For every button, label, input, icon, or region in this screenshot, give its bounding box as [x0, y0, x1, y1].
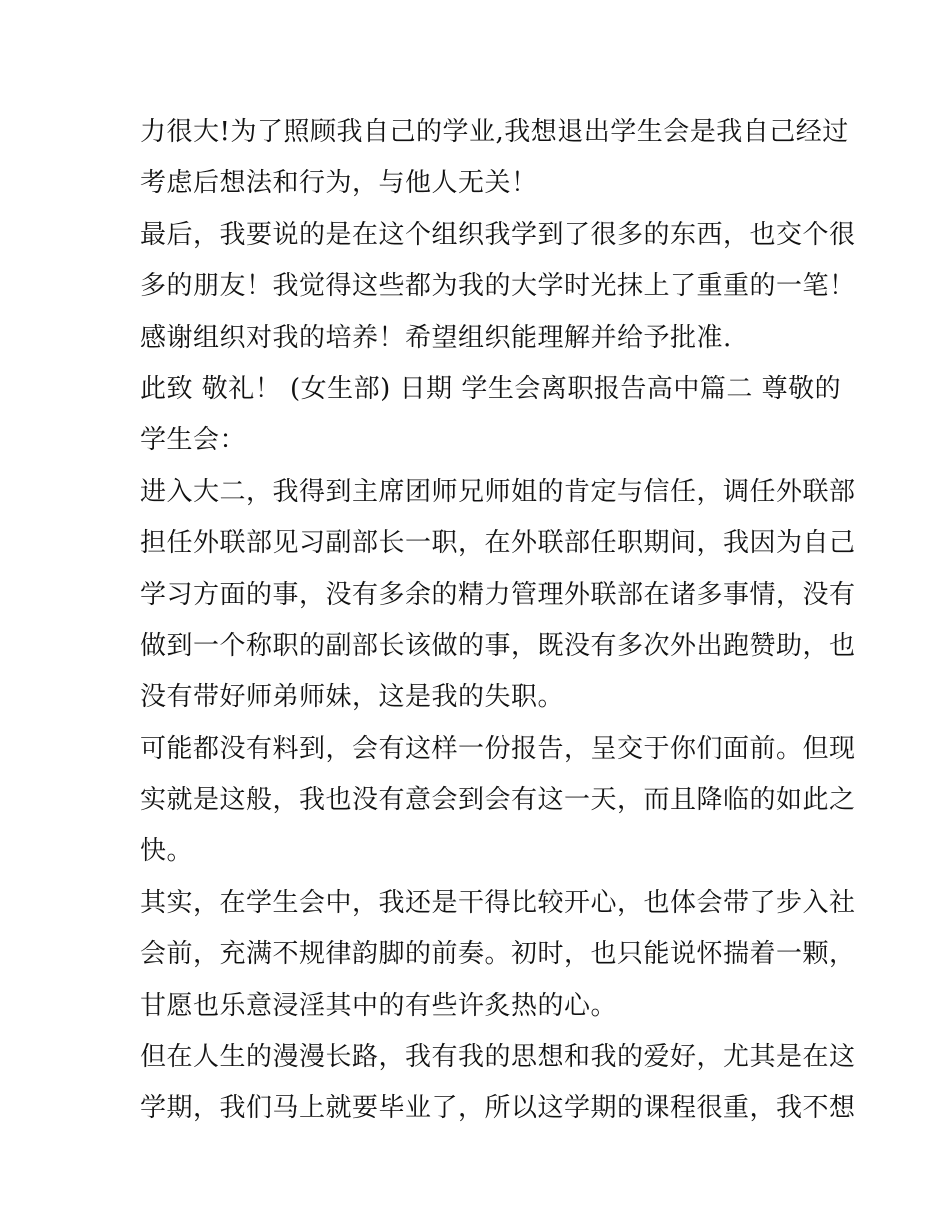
text-line: 甘愿也乐意浸淫其中的有些许炙热的心。	[140, 990, 618, 1021]
text-line: 学习方面的事，没有多余的精力管理外联部在诸多事情，没有	[140, 579, 856, 610]
text-line: 学期，我们马上就要毕业了，所以这学期的课程很重，我不想	[140, 1093, 856, 1124]
text-line: 做到一个称职的副部长该做的事，既没有多次外出跑赞助，也	[140, 630, 856, 661]
text-line: 感谢组织对我的培养！希望组织能理解并给予批准.	[140, 322, 732, 353]
text-line: 多的朋友！我觉得这些都为我的大学时光抹上了重重的一笔！	[140, 271, 856, 302]
text-line: 进入大二，我得到主席团师兄师姐的肯定与信任，调任外联部	[140, 476, 856, 507]
text-line: 力很大!为了照顾我自己的学业,我想退出学生会是我自己经过	[140, 117, 849, 147]
text-line: 最后，我要说的是在这个组织我学到了很多的东西，也交个很	[140, 219, 856, 250]
text-line: 但在人生的漫漫长路，我有我的思想和我的爱好，尤其是在这	[140, 1042, 856, 1073]
text-line: 担任外联部见习副部长一职，在外联部任职期间，我因为自己	[140, 528, 856, 559]
text-line: 实就是这般，我也没有意会到会有这一天，而且降临的如此之	[140, 785, 856, 816]
text-line: 其实，在学生会中，我还是干得比较开心，也体会带了步入社	[140, 887, 856, 918]
text-line: 会前，充满不规律韵脚的前奏。初时，也只能说怀揣着一颗，	[140, 939, 856, 970]
text-line: 没有带好师弟师妹，这是我的失职。	[140, 682, 565, 713]
document-body	[140, 107, 856, 1135]
text-line: 考虑后想法和行为，与他人无关！	[140, 168, 538, 199]
text-line: 快。	[140, 836, 194, 867]
text-line: 可能都没有料到，会有这样一份报告，呈交于你们面前。但现	[140, 733, 856, 764]
text-line: 学生会：	[140, 425, 247, 456]
text-line: 此致 敬礼！ (女生部) 日期 学生会离职报告高中篇二 尊敬的	[140, 373, 842, 404]
